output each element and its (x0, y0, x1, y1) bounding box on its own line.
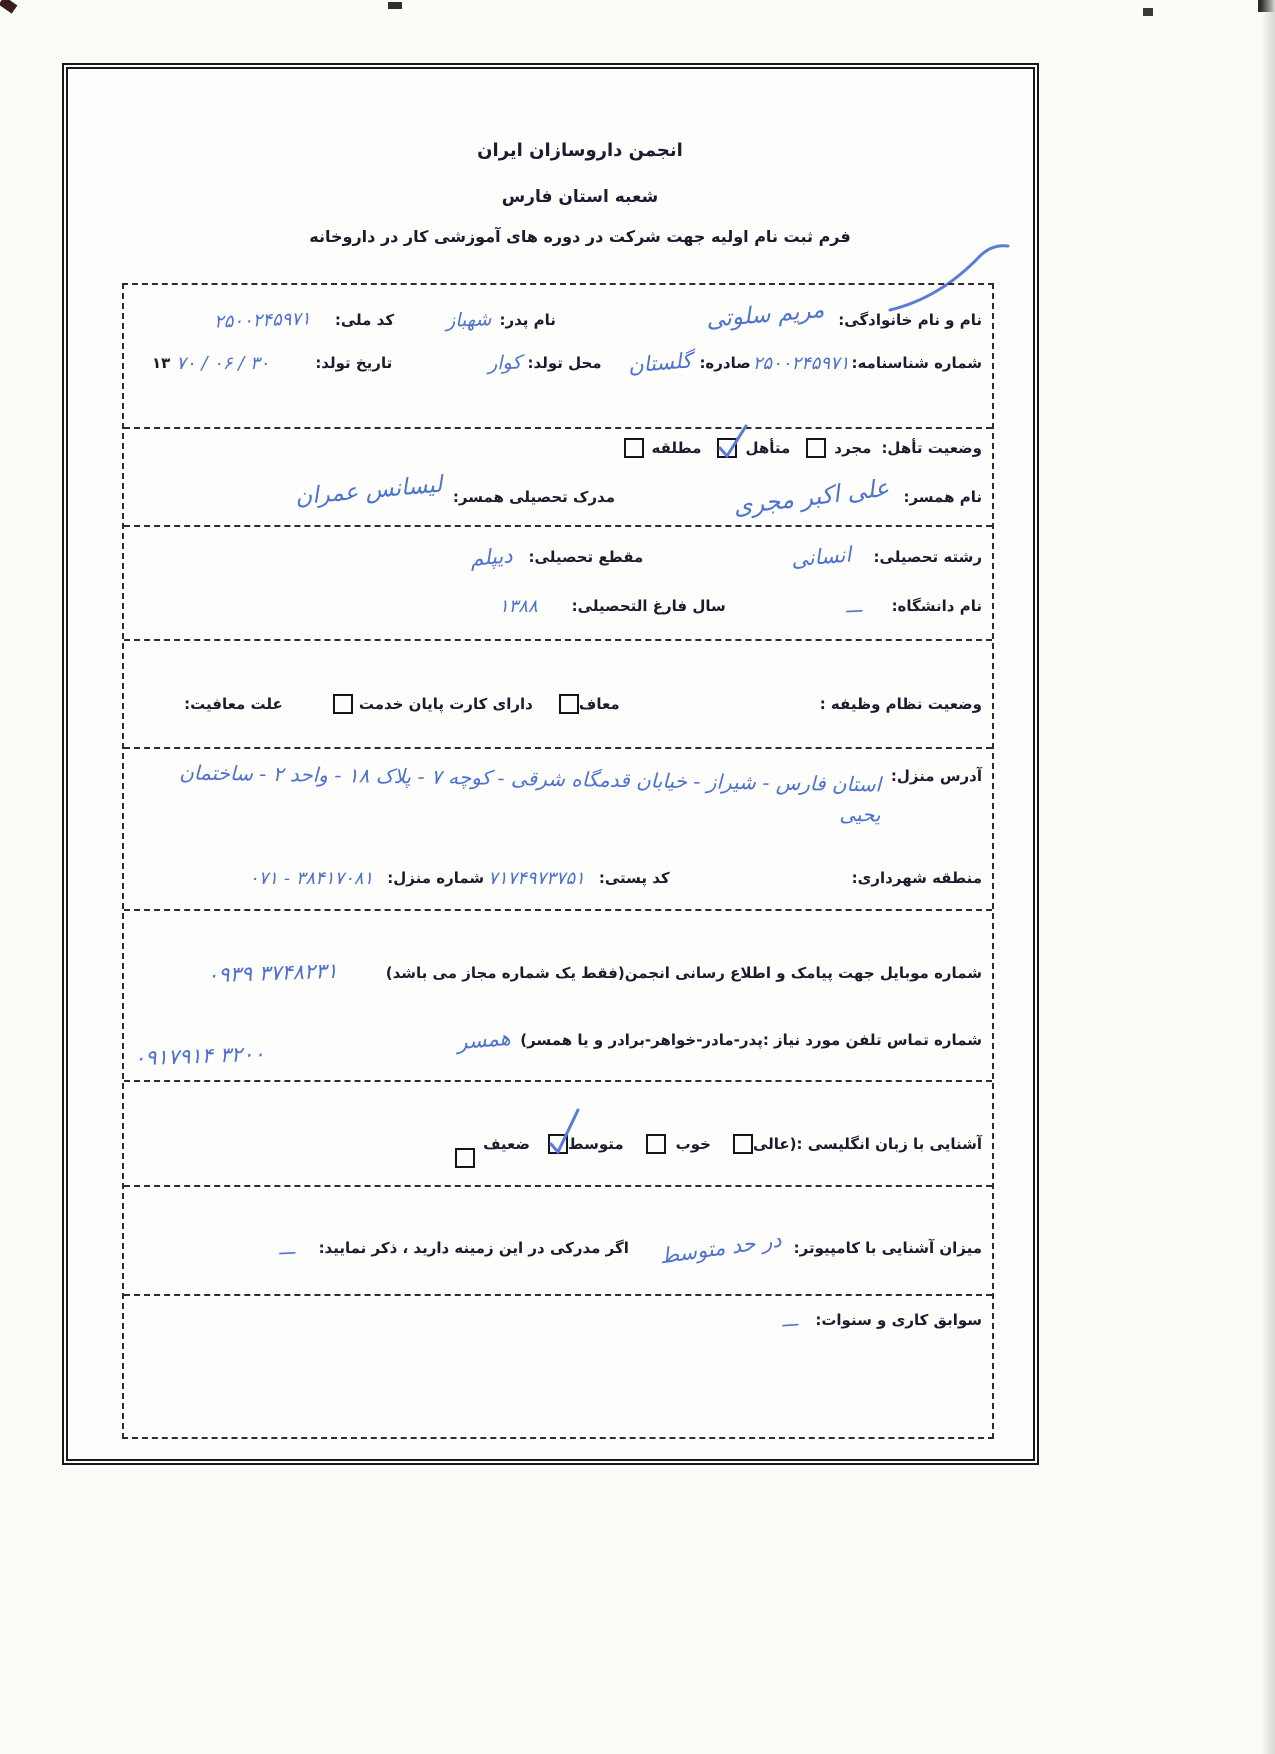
single-label: مجرد (834, 439, 872, 457)
divorced-label: مطلقه (651, 439, 702, 457)
experience-row (134, 1305, 982, 1335)
home-phone-label: شماره منزل: (387, 869, 485, 887)
scan-artifact (1258, 0, 1275, 12)
experience-value: ـــ (780, 1308, 799, 1332)
checkbox-exempt[interactable] (559, 694, 579, 714)
marital-status-row (134, 435, 982, 461)
section-divider (124, 747, 992, 749)
spouse-degree-value: لیسانس عمران (294, 471, 444, 511)
section-divider (124, 639, 992, 641)
english-row (134, 1127, 982, 1161)
birth-date-label: تاریخ تولد: (315, 354, 393, 372)
form-header (130, 140, 1030, 246)
father-name-label: نام پدر: (499, 311, 556, 329)
computer-row (134, 1229, 982, 1267)
home-address-label: آدرس منزل: (890, 767, 982, 785)
computer-value: در حد متوسط (657, 1227, 783, 1269)
association-title: انجمن داروسازان ایران (477, 140, 683, 161)
section-divider (124, 1185, 992, 1187)
education-row-2 (134, 591, 982, 621)
study-field-value: انسانی (790, 542, 853, 572)
birth-place-label: محل تولد: (527, 354, 602, 372)
mobile-value: ۰۹۳۹ ۳۷۴۸۲۳۱ (206, 958, 339, 988)
full-name-value: مریم سلوتی (704, 296, 826, 334)
birth-date (152, 353, 269, 374)
identity-row-2 (134, 347, 982, 379)
home-address-value: استان فارس - شیراز - خیابان قدمگاه شرقی - کوچه ۷ - پلاک ۱۸ - واحد ۲ - ساختمان یحیی (179, 760, 882, 827)
experience-label: سوابق کاری و سنوات: (815, 1311, 982, 1329)
study-level-value: دیپلم (469, 543, 514, 571)
exempt-label: معاف (578, 695, 620, 713)
national-id-label: کد ملی: (334, 311, 395, 329)
checkbox-service-card[interactable] (333, 694, 353, 714)
birth-cert-value: ۲۵۰۰۲۴۵۹۷۱ (752, 352, 850, 374)
exempt-reason-label: علت معافیت: (184, 695, 283, 713)
service-card-label: دارای کارت پایان خدمت (358, 695, 533, 713)
english-medium-label: متوسط (568, 1135, 624, 1153)
education-row-1 (134, 541, 982, 573)
emergency-phone-value: ۰۹۱۷۹۱۴ ۳۲۰۰ (133, 1041, 266, 1071)
study-level-label: مقطع تحصیلی: (528, 548, 644, 566)
spouse-name-value: علی اکبر مجری (731, 473, 891, 521)
father-name-value: شهباز (445, 308, 492, 332)
university-value: ـــ (845, 595, 863, 617)
mobile-row (134, 953, 982, 993)
section-divider (124, 909, 992, 911)
checkbox-english-good[interactable] (646, 1134, 666, 1154)
married-label: متأهل (745, 439, 791, 457)
issued-at-value: گلستان (626, 348, 693, 378)
section-divider (124, 525, 992, 527)
checkbox-married[interactable] (717, 438, 737, 458)
birth-date-value: ۷۰ / ۰۶ / ۳۰ (176, 352, 270, 374)
form-dashed-box (122, 283, 994, 1439)
issued-at-label: صادره: (699, 354, 751, 372)
computer-cert-value: ـــ (278, 1237, 296, 1259)
grad-year-value: ۱۳۸۸ (498, 595, 538, 617)
emergency-label: شماره تماس تلفن مورد نیاز :پدر-مادر-خواهر-برادر و یا همسر) (520, 1031, 982, 1049)
emergency-contact-row (133, 1017, 982, 1071)
section-divider (124, 1294, 992, 1296)
marital-status-label: وضعیت تأهل: (881, 439, 982, 457)
form-title: فرم ثبت نام اولیه جهت شرکت در دوره های آموزشی کار در داروخانه (309, 227, 851, 246)
computer-cert-label: اگر مدرکی در این زمینه دارید ، ذکر نمایید: (318, 1239, 629, 1257)
checkbox-english-medium[interactable] (548, 1134, 568, 1154)
spouse-degree-label: مدرک تحصیلی همسر: (452, 488, 615, 506)
english-weak-label: ضعیف (483, 1135, 531, 1153)
scan-artifact (1143, 8, 1153, 16)
full-name-label: نام و نام خانوادگی: (838, 311, 982, 329)
checkbox-single[interactable] (806, 438, 826, 458)
english-label: آشنایی با زبان انگلیسی :( (789, 1135, 982, 1153)
checkbox-divorced[interactable] (624, 438, 644, 458)
computer-label: میزان آشنایی با کامپیوتر: (793, 1239, 982, 1257)
address-row (134, 760, 982, 827)
postal-code-label: کد پستی: (598, 869, 670, 887)
branch-title: شعبه استان فارس (501, 187, 659, 207)
checkbox-english-excellent[interactable] (733, 1134, 753, 1154)
spouse-name-label: نام همسر: (903, 488, 982, 506)
home-phone-value: ۰۷۱ - ۳۸۴۱۷۰۸۱ (248, 867, 374, 889)
english-excellent-label: عالی (752, 1135, 790, 1153)
birth-date-century: ۱۳ (151, 354, 171, 372)
military-row (134, 690, 982, 718)
study-field-label: رشته تحصیلی: (873, 548, 982, 566)
scan-artifact (388, 2, 402, 9)
scan-artifact (0, 0, 17, 14)
mobile-label: شماره موبایل جهت پیامک و اطلاع رسانی انجمن(فقط یک شماره مجاز می باشد) (385, 964, 982, 982)
district-label: منطقه شهرداری: (851, 869, 982, 887)
military-label: وضعیت نظام وظیفه : (819, 695, 982, 713)
spouse-row (134, 471, 982, 521)
birth-place-value: کوار (487, 351, 522, 375)
grad-year-label: سال فارغ التحصیلی: (571, 597, 726, 615)
emergency-relation-value: همسر (455, 1025, 512, 1055)
checkbox-english-weak[interactable] (455, 1148, 475, 1168)
postal-code-value: ۷۱۷۴۹۷۳۷۵۱ (488, 867, 585, 889)
section-divider (124, 1080, 992, 1082)
section-divider (124, 427, 992, 429)
birth-cert-label: شماره شناسنامه: (851, 354, 982, 372)
university-label: نام دانشگاه: (891, 597, 982, 615)
identity-row-1 (134, 296, 982, 337)
national-id-value: ۲۵۰۰۲۴۵۹۷۱ (213, 307, 312, 333)
english-good-label: خوب (675, 1135, 711, 1153)
district-row (134, 863, 982, 893)
